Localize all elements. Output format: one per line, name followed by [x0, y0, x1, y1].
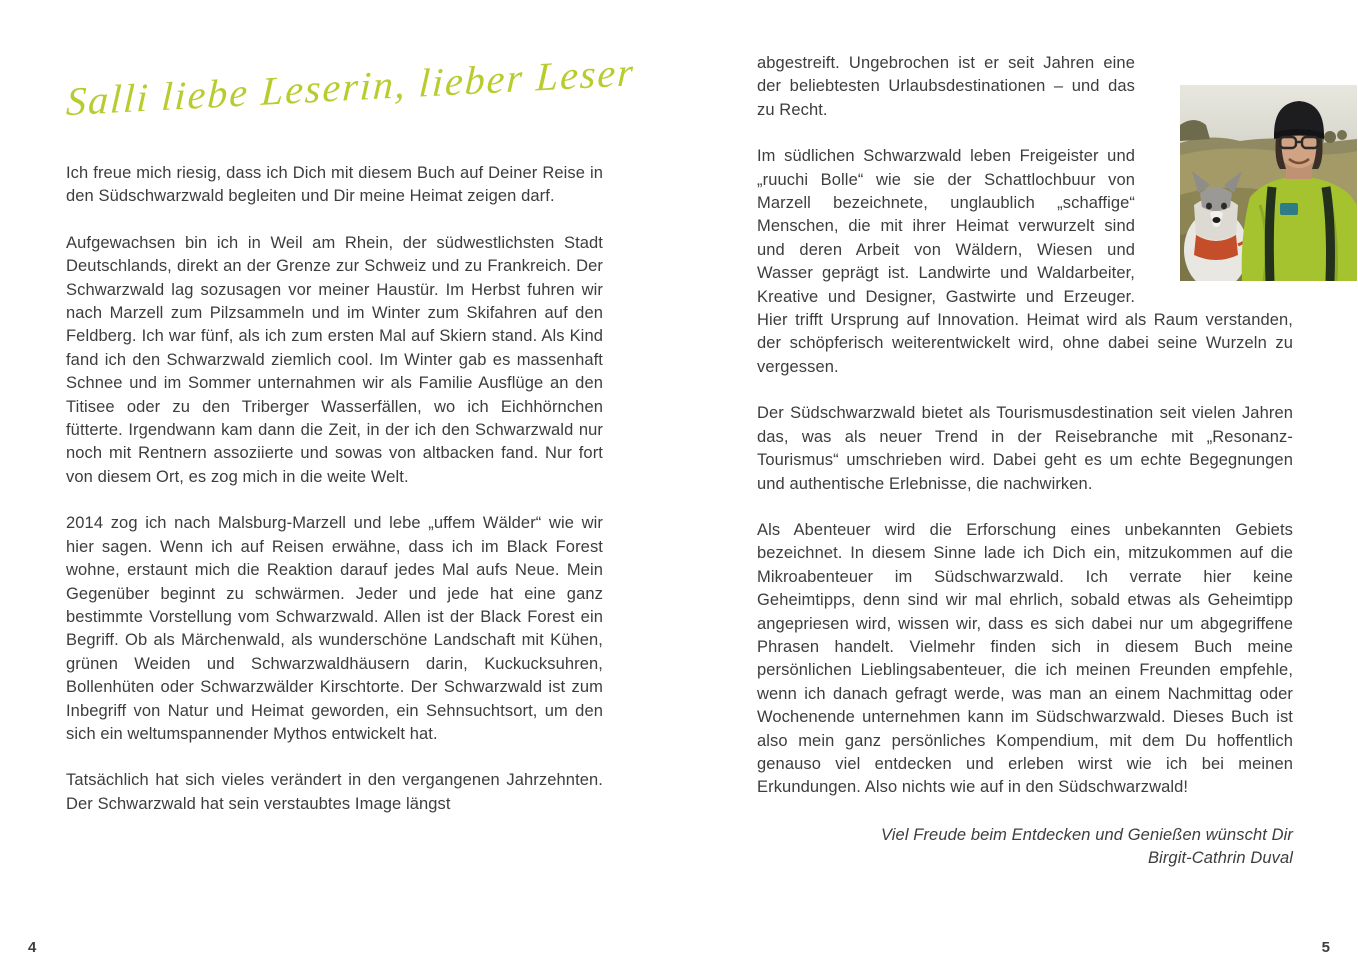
paragraph: 2014 zog ich nach Malsburg-Marzell und lebe „uffem Wälder“ wie wir hier sagen. Wenn ich auf Reisen erwähne, dass ich im Black Forest wohne, erstaunt mich die Reaktion darauf jedes Mal aufs Neue. Mein Gegenüber beginnt zu schwärmen. Jeder und jede hat eine ganz bestimmte Vorstellung vom Schwarzwald. Allen ist der Black Forest ein Begriff. Ob als Märchenwald, als wunderschöne Landschaft mit Kühen, grünen Weiden und Schwarzwaldhäusern darin, Kuckucksuhren, Bollenhüten oder Schwarzwälder Kirschtorte. Der Schwarzwald ist zum Inbegriff von Natur und Heimat geworden, ein Sehnsuchtsort, um den sich ein weltumspannender Mythos entwickelt hat.: [66, 514, 603, 743]
paragraph: Als Abenteuer wird die Erforschung eines unbekannten Gebiets bezeichnet. In diesem Sinne lade ich Dich ein, mitzukommen auf die Mikroabenteuer im Südschwarzwald. Ich verrate hier keine Geheimtipps, denn sind wir mal ehrlich, sobald etwas als Geheimtipp angepriesen wird, wissen wir, dass es sich dabei nur um abgegriffene Phrasen handelt. Vielmehr finden sich in diesem Buch meine persönlichen Lieblingsabenteuer, die ich meinen Freunden empfehle, wenn ich danach gefragt werde, was man an einem Nachmittag oder Wochenende unternehmen kann im Südschwarzwald. Dieses Buch ist also mein ganz persönliches Kompendium, mit dem Du hoffentlich genauso viel entdecken und erleben wirst wie ich bei meinen Erkundungen. Also nichts wie auf in den Südschwarzwald!: [757, 520, 1293, 797]
closing-line-1: Viel Freude beim Entdecken und Genießen wünscht Dir: [880, 825, 1293, 844]
page-number-left: 4: [28, 939, 37, 956]
paragraph: Im südlichen Schwarzwald leben Freigeister und „ruuchi Bolle“ wie sie der Schattlochbuur von Marzell bezeichnete, unglaublich „schaffige“ Menschen, die mit ihrer Heimat verwurzelt sind und deren Arbeit von Wäldern, Wiesen und Wasser geprägt ist. Landwirte und Waldarbeiter, Kreative und Designer, Gastwirte und Erzeuger. Hier trifft Ursprung auf Innovation. Heimat wird als Raum verstanden, der schöpferisch weiterentwickelt wird, ohne dabei seine Wurzeln zu vergessen.: [757, 147, 1293, 376]
closing-dedication: [757, 824, 1293, 871]
left-page-column: [65, 49, 637, 839]
paragraph: Der Südschwarzwald bietet als Tourismusdestination seit vielen Jahren das, was als neuer Trend in der Reisebranche mit „Resonanz-Tourismus“ umschrieben wird. Dabei geht es um echte Begegnungen und authentische Erlebnisse, die nachwirken.: [757, 404, 1293, 493]
author-photo: [1180, 85, 1357, 281]
paragraph: Tatsächlich hat sich vieles verändert in den vergangenen Jahrzehnten. Der Schwarzwald hat sein verstaubtes Image längst: [66, 771, 603, 813]
author-photo-illustration: [1180, 85, 1357, 281]
paragraph: abgestreift. Ungebrochen ist er seit Jahren eine der beliebtesten Urlaubsdestinationen – und das zu Recht.: [757, 54, 1135, 119]
greeting-title: Salli liebe Leserin, lieber Leser: [65, 49, 637, 125]
paragraph: Aufgewachsen bin ich in Weil am Rhein, der südwestlichsten Stadt Deutschlands, direkt an der Grenze zur Schweiz und zu Frankreich. Der Schwarzwald lag sozusagen vor meiner Haustür. Im Herbst fuhren wir nach Marzell zum Pilzsammeln und im Winter zum Skifahren auf den Feldberg. Ich war fünf, als ich zum ersten Mal auf Skiern stand. Als Kind fand ich den Schwarzwald ziemlich cool. Im Winter gab es massenhaft Schnee und im Sommer unternahmen wir als Familie Ausflüge an den Titisee oder zu den Triberger Wasserfällen, wo ich Eichhörnchen fütterte. Irgendwann kam dann die Zeit, in der ich den Schwarzwald nur noch mit Rentnern assoziierte und sowas von altbacken fand. Nur fort von diesem Ort, es zog mich in die weite Welt.: [66, 233, 603, 486]
closing-line-2: Birgit-Cathrin Duval: [1147, 849, 1293, 868]
page-number-right: 5: [1321, 939, 1330, 956]
paragraph: Ich freue mich riesig, dass ich Dich mit diesem Buch auf Deiner Reise in den Südschwarzwald begleiten und Dir meine Heimat zeigen darf.: [66, 164, 603, 206]
